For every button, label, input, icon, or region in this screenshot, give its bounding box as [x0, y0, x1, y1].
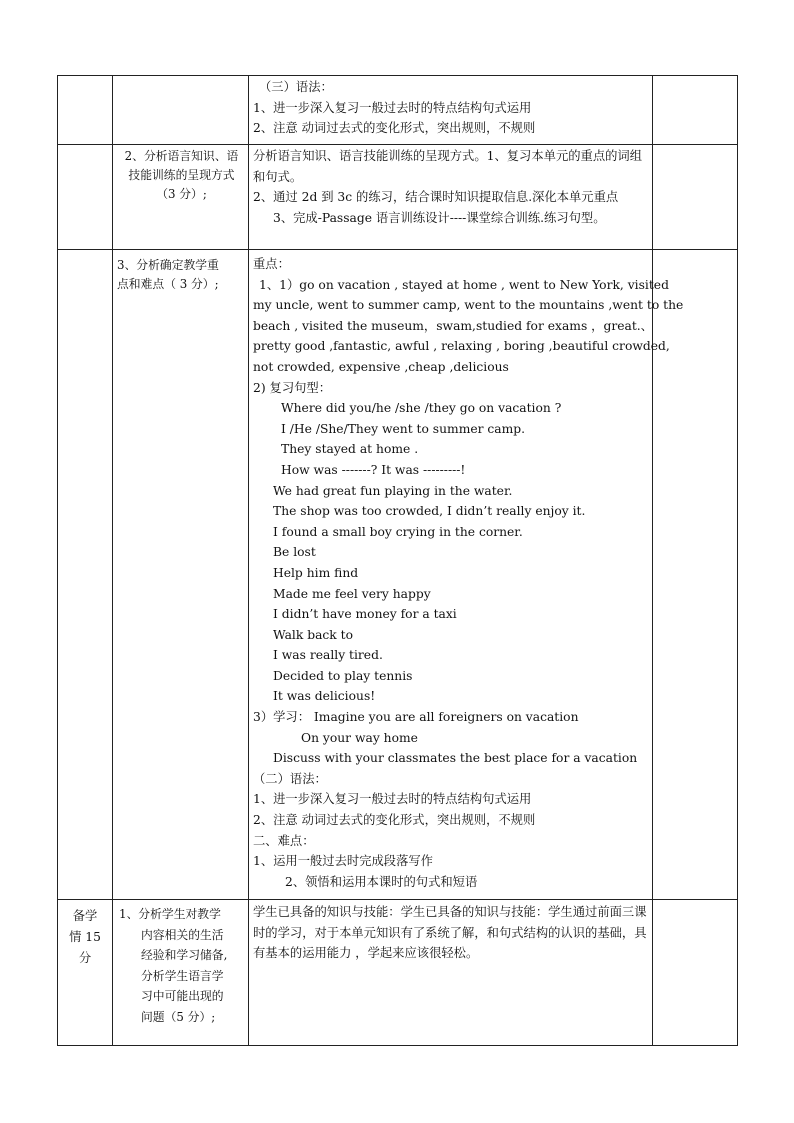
content-line: 1、运用一般过去时完成段落写作 [253, 854, 433, 869]
content-line: They stayed at home . [281, 442, 419, 457]
category-line: 分 [78, 951, 92, 965]
content-line: 2、通过 2d 到 3c 的练习，结合课时知识提取信息.深化本单元重点 [253, 190, 619, 205]
criteria-line: 2、分析语言知识、语 [124, 149, 239, 163]
table-row-key-points [58, 250, 738, 900]
content-line: How was -------? It was ---------! [281, 462, 466, 477]
lesson-plan-table [57, 75, 738, 1046]
category-cell [58, 250, 113, 900]
content-line: Decided to play tennis [273, 668, 413, 683]
content-line: my uncle, went to summer camp, went to the mountains ,went to the [253, 298, 684, 313]
category-cell [58, 76, 113, 145]
content-line: I didn’t have money for a taxi [273, 607, 457, 622]
criteria-line: 问题（5 分）; [141, 1009, 216, 1024]
content-line: Be lost [273, 545, 316, 560]
content-line: 1、1）go on vacation , stayed at home , went to New York, visited [259, 277, 669, 292]
content-cell [249, 145, 653, 250]
table-row-student-analysis [58, 900, 738, 1046]
content-cell [249, 76, 653, 145]
content-line: not crowded, expensive ,cheap ,delicious [253, 359, 509, 374]
criteria-line: 分析学生语言学 [141, 968, 224, 983]
criteria-line: 1、分析学生对教学 [119, 907, 221, 921]
content-cell [249, 250, 684, 900]
content-line: We had great fun playing in the water. [273, 483, 513, 498]
content-line: （二）语法： [253, 771, 327, 786]
criteria-line: 技能训练的呈现方式 [128, 168, 235, 182]
content-line: Help him find [273, 565, 359, 580]
content-line: Walk back to [273, 627, 353, 642]
category-cell [58, 900, 113, 1046]
criteria-line: 习中可能出现的 [141, 989, 224, 1003]
category-cell [58, 145, 113, 250]
content-line: The shop was too crowded, I didn’t really enjoy it. [273, 504, 586, 519]
content-line: 3、完成-Passage 语言训练设计----课堂综合训练.练习句型。 [273, 210, 606, 225]
content-line: Where did you/he /she /they go on vacation ? [281, 401, 562, 416]
content-line: 二、难点： [253, 833, 315, 848]
content-line: 分析语言知识、语言技能训练的呈现方式。1、复习本单元的重点的词组和句式。 [253, 149, 643, 184]
content-line: 2、注意 动词过去式的变化形式，突出规则，不规则 [253, 121, 536, 136]
criteria-line: （3 分）; [156, 187, 207, 201]
table-row-presentation [58, 145, 738, 250]
criteria-line: 内容相关的生活 [141, 927, 224, 942]
content-line: 2) 复习句型： [253, 380, 332, 395]
content-line: Discuss with your classmates the best place for a vacation [273, 751, 638, 766]
content-line: 1、进一步深入复习一般过去时的特点结构句式运用 [253, 100, 532, 115]
score-cell [653, 145, 738, 250]
content-line: It was delicious! [273, 689, 376, 704]
criteria-cell [113, 145, 249, 250]
criteria-cell [113, 900, 249, 1046]
content-line: I found a small boy crying in the corner. [273, 524, 523, 539]
criteria-line: 点和难点（ 3 分）; [117, 277, 219, 291]
criteria-line: 3、分析确定教学重 [117, 258, 219, 272]
category-line: 备学 [72, 909, 98, 923]
category-line: 情 15 [69, 930, 101, 944]
content-line: Made me feel very happy [273, 586, 431, 601]
content-line: pretty good ,fantastic, awful , relaxing , boring ,beautiful crowded, [253, 339, 670, 354]
student-analysis-text: 学生已具备的知识与技能：学生已具备的知识与技能：学生通过前面三课时的学习，对于本单元知识有了系统了解，和句式结构的认识的基础，具有基本的运用能力 ，学起来应该很轻松。 [253, 905, 647, 961]
score-cell [653, 76, 738, 145]
content-line: （三）语法： [259, 80, 333, 94]
content-line: 2、领悟和运用本课时的句式和短语 [285, 874, 478, 889]
content-line: 重点： [253, 257, 290, 271]
criteria-line: 经验和学习储备, [141, 948, 228, 962]
content-cell [249, 900, 653, 1046]
content-line: 1、进一步深入复习一般过去时的特点结构句式运用 [253, 792, 532, 807]
content-line: 2、注意 动词过去式的变化形式，突出规则，不规则 [253, 813, 536, 828]
content-line: On your way home [301, 730, 418, 745]
content-line: beach , visited the museum，swam,studied for exams ，great.、 [253, 318, 653, 333]
table-row-grammar [58, 76, 738, 145]
criteria-cell [113, 76, 249, 145]
score-cell [653, 900, 738, 1046]
content-line: I was really tired. [273, 648, 383, 663]
content-line: I /He /She/They went to summer camp. [281, 421, 526, 436]
content-line: 3）学习： Imagine you are all foreigners on vacation [253, 710, 579, 725]
criteria-cell [113, 250, 249, 900]
